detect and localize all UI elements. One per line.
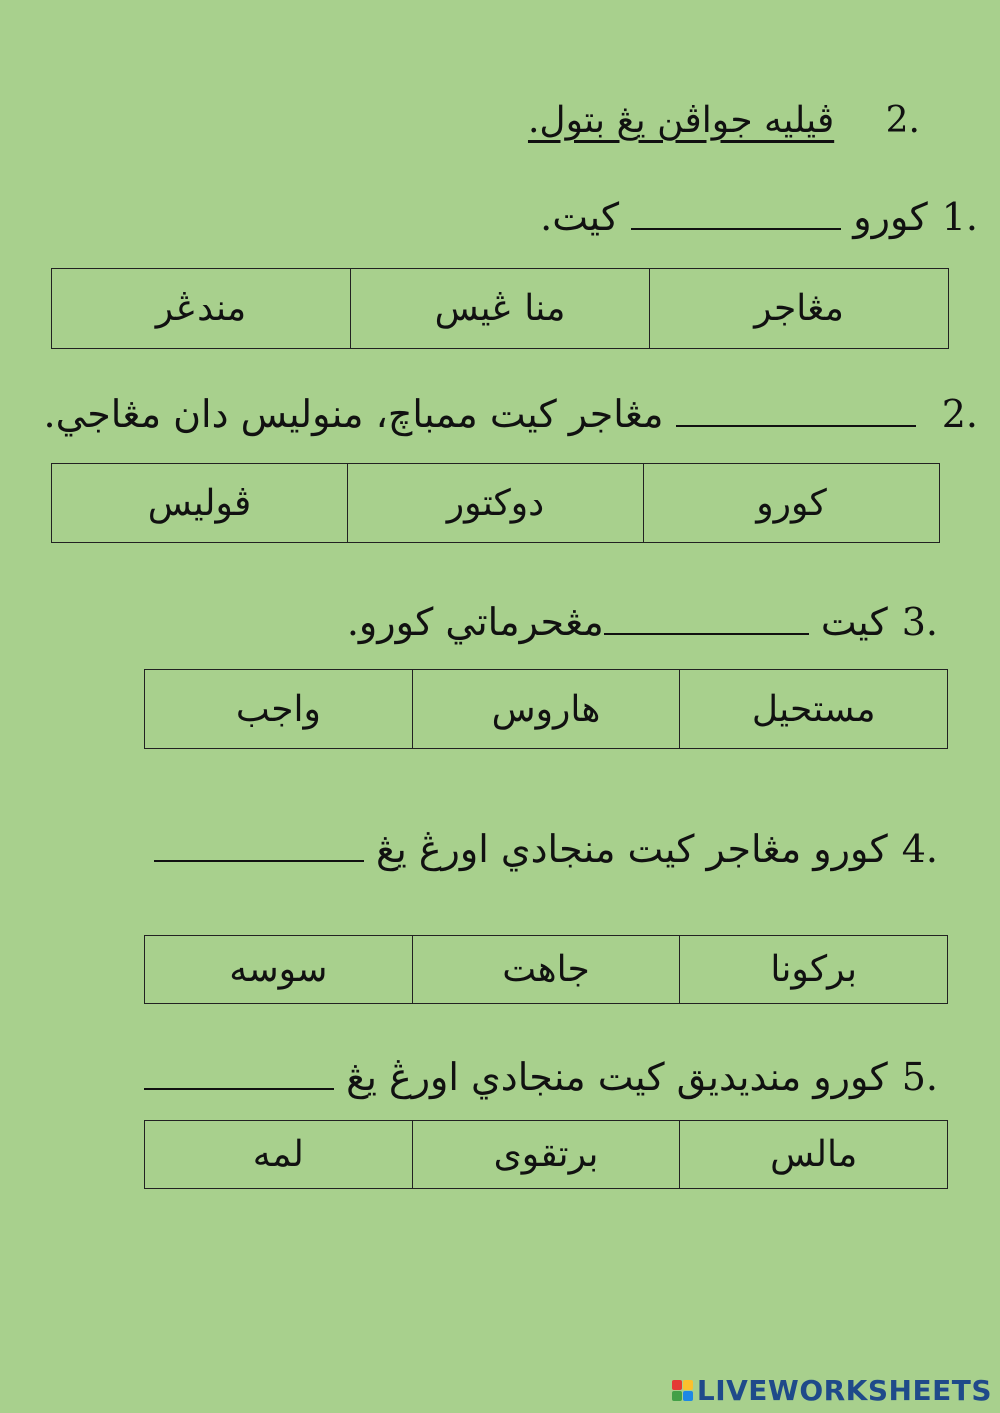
question-number: 1. — [941, 195, 978, 239]
option-cell[interactable]: مالس — [680, 1121, 948, 1189]
question-text-after: مڠحرماتي كورو. — [346, 600, 604, 644]
option-cell[interactable]: برتقوى — [412, 1121, 680, 1189]
question-text-before: كيت — [820, 600, 888, 644]
option-cell[interactable]: واجب — [145, 670, 413, 749]
option-cell[interactable]: بركونا — [680, 936, 948, 1004]
brand-text: LIVEWORKSHEETS — [696, 1374, 992, 1407]
question-text-before: كورو منديديق كيت منجادي اورڠ يڠ — [346, 1055, 888, 1099]
option-cell[interactable]: منا ڠيس — [351, 269, 650, 349]
question-4 — [154, 827, 938, 873]
option-cell[interactable]: مندڠر — [52, 269, 351, 349]
option-cell[interactable]: سوسه — [145, 936, 413, 1004]
page-title — [528, 100, 920, 141]
title-number: 2. — [885, 100, 920, 141]
question-2 — [44, 392, 978, 438]
question-text-before: كورو مڠاجر كيت منجادي اورڠ يڠ — [375, 827, 888, 871]
question-3 — [347, 600, 938, 646]
answer-blank[interactable] — [154, 834, 364, 862]
liveworksheets-logo-icon — [672, 1380, 693, 1401]
question-text-before: كورو — [853, 195, 928, 239]
question-number: 5. — [901, 1055, 938, 1099]
question-1 — [540, 195, 978, 241]
options-table-4 — [144, 935, 948, 1004]
option-cell[interactable]: ڤوليس — [52, 464, 348, 543]
liveworksheets-footer — [672, 1374, 992, 1407]
option-cell[interactable]: مڠاجر — [650, 269, 949, 349]
question-text-after: كيت. — [540, 195, 620, 239]
options-table-5 — [144, 1120, 948, 1189]
answer-blank[interactable] — [631, 202, 841, 230]
options-table-2 — [51, 463, 940, 543]
title-text: ڤيليه جواڤن يڠ بتول. — [527, 100, 835, 141]
options-table-1 — [51, 268, 949, 349]
answer-blank[interactable] — [604, 607, 809, 635]
answer-blank[interactable] — [676, 399, 916, 427]
option-cell[interactable]: لمه — [145, 1121, 413, 1189]
question-number: 3. — [901, 600, 938, 644]
option-cell[interactable]: كورو — [644, 464, 940, 543]
question-number: 2. — [941, 392, 978, 436]
option-cell[interactable]: دوكتور — [348, 464, 644, 543]
option-cell[interactable]: مستحيل — [680, 670, 948, 749]
question-number: 4. — [901, 827, 938, 871]
option-cell[interactable]: جاهت — [412, 936, 680, 1004]
question-5 — [144, 1055, 938, 1101]
option-cell[interactable]: هاروس — [412, 670, 680, 749]
question-text-after: مڠاجر كيت ممباچ، منوليس دان مڠاجي. — [43, 392, 664, 436]
options-table-3 — [144, 669, 948, 749]
answer-blank[interactable] — [144, 1062, 334, 1090]
